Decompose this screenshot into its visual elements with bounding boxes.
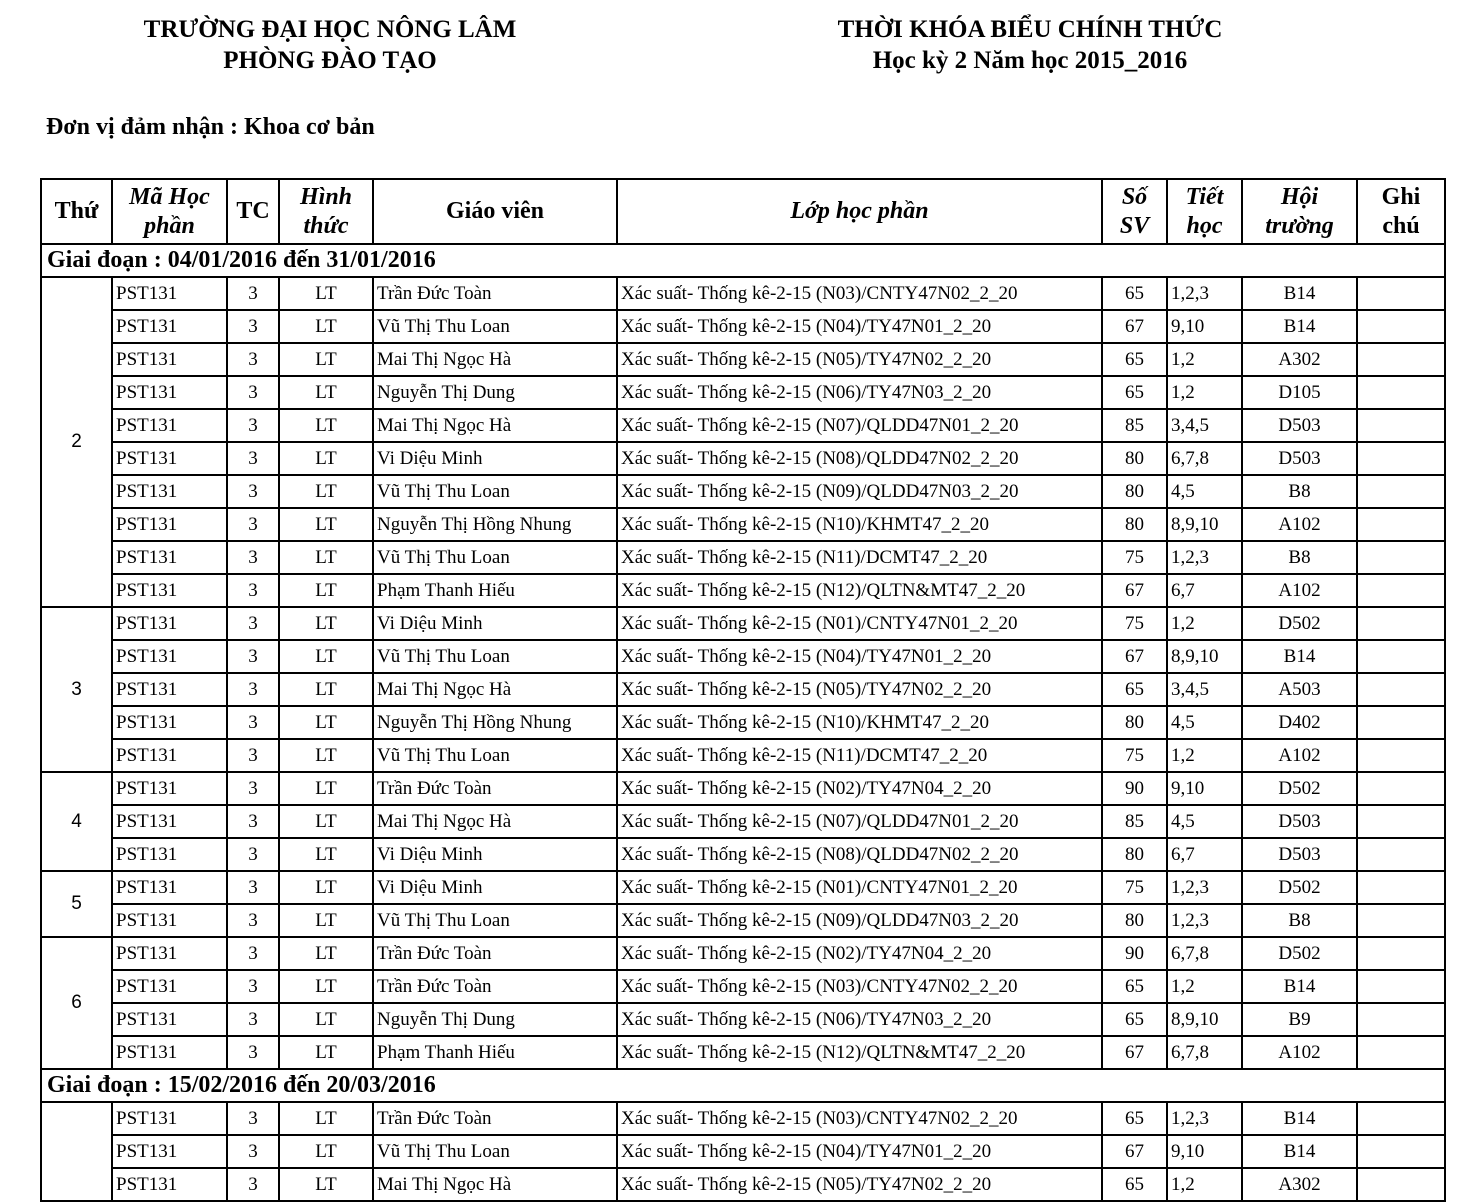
notes-cell [1357, 1135, 1445, 1168]
student-count-cell: 65 [1102, 277, 1167, 310]
teacher-cell: Vũ Thị Thu Loan [373, 310, 617, 343]
credits-cell: 3 [227, 607, 279, 640]
credits-cell: 3 [227, 706, 279, 739]
timetable [40, 178, 1446, 1202]
teacher-cell: Mai Thị Ngọc Hà [373, 1168, 617, 1201]
notes-cell [1357, 904, 1445, 937]
credits-cell: 3 [227, 1168, 279, 1201]
day-cell: 3 [41, 607, 112, 772]
format-cell: LT [279, 1168, 373, 1201]
course-code-cell: PST131 [112, 1102, 227, 1135]
class-section-cell: Xác suất- Thống kê-2-15 (N01)/CNTY47N01_2_20 [617, 871, 1102, 904]
table-row [41, 508, 1445, 541]
format-cell: LT [279, 772, 373, 805]
table-row [41, 739, 1445, 772]
course-code-cell: PST131 [112, 739, 227, 772]
periods-cell: 1,2 [1167, 970, 1242, 1003]
semester-label: Học kỳ 2 Năm học 2015_2016 [872, 47, 1188, 74]
course-code-cell: PST131 [112, 838, 227, 871]
student-count-cell: 67 [1102, 310, 1167, 343]
student-count-cell: 65 [1102, 343, 1167, 376]
day-cell: 4 [41, 772, 112, 871]
notes-cell [1357, 871, 1445, 904]
student-count-cell: 80 [1102, 838, 1167, 871]
periods-cell: 1,2,3 [1167, 871, 1242, 904]
notes-cell [1357, 442, 1445, 475]
course-code-cell: PST131 [112, 805, 227, 838]
periods-cell: 9,10 [1167, 1135, 1242, 1168]
class-section-cell: Xác suất- Thống kê-2-15 (N08)/QLDD47N02_2_20 [617, 442, 1102, 475]
teacher-cell: Vi Diệu Minh [373, 607, 617, 640]
teacher-cell: Mai Thị Ngọc Hà [373, 343, 617, 376]
notes-cell [1357, 706, 1445, 739]
student-count-cell: 65 [1102, 673, 1167, 706]
course-code-cell: PST131 [112, 871, 227, 904]
department-name: PHÒNG ĐÀO TẠO [223, 47, 437, 74]
class-section-cell: Xác suất- Thống kê-2-15 (N04)/TY47N01_2_20 [617, 1135, 1102, 1168]
notes-cell [1357, 970, 1445, 1003]
credits-cell: 3 [227, 1036, 279, 1069]
course-code-cell: PST131 [112, 541, 227, 574]
periods-cell: 6,7,8 [1167, 1036, 1242, 1069]
hall-cell: B14 [1242, 1102, 1357, 1135]
course-code-cell: PST131 [112, 1003, 227, 1036]
table-row [41, 640, 1445, 673]
periods-cell: 1,2 [1167, 1168, 1242, 1201]
course-code-cell: PST131 [112, 508, 227, 541]
teacher-cell: Trần Đức Toàn [373, 1102, 617, 1135]
student-count-cell: 90 [1102, 937, 1167, 970]
table-row [41, 1036, 1445, 1069]
teacher-cell: Vũ Thị Thu Loan [373, 904, 617, 937]
periods-cell: 8,9,10 [1167, 1003, 1242, 1036]
hall-cell: B14 [1242, 970, 1357, 1003]
teacher-cell: Vũ Thị Thu Loan [373, 475, 617, 508]
student-count-cell: 75 [1102, 541, 1167, 574]
table-row [41, 607, 1445, 640]
table-row [41, 673, 1445, 706]
course-code-cell: PST131 [112, 772, 227, 805]
day-cell: 2 [41, 277, 112, 607]
teacher-cell: Vũ Thị Thu Loan [373, 1135, 617, 1168]
table-row [41, 541, 1445, 574]
periods-cell: 1,2 [1167, 343, 1242, 376]
format-cell: LT [279, 376, 373, 409]
hall-cell: A102 [1242, 574, 1357, 607]
teacher-cell: Nguyễn Thị Hồng Nhung [373, 508, 617, 541]
notes-cell [1357, 310, 1445, 343]
schedule-header [770, 14, 1290, 76]
class-section-cell: Xác suất- Thống kê-2-15 (N12)/QLTN&MT47_2_20 [617, 1036, 1102, 1069]
col-periods: Tiết học [1167, 179, 1242, 244]
format-cell: LT [279, 1003, 373, 1036]
credits-cell: 3 [227, 277, 279, 310]
col-course-code: Mã Học phần [112, 179, 227, 244]
teacher-cell: Mai Thị Ngọc Hà [373, 805, 617, 838]
hall-cell: B14 [1242, 310, 1357, 343]
notes-cell [1357, 409, 1445, 442]
notes-cell [1357, 607, 1445, 640]
col-credits: TC [227, 179, 279, 244]
notes-cell [1357, 838, 1445, 871]
schedule-title: THỜI KHÓA BIỂU CHÍNH THỨC [837, 16, 1223, 43]
teacher-cell: Vi Diệu Minh [373, 871, 617, 904]
periods-cell: 1,2 [1167, 376, 1242, 409]
hall-cell: D402 [1242, 706, 1357, 739]
hall-cell: B14 [1242, 277, 1357, 310]
table-row [41, 574, 1445, 607]
class-section-cell: Xác suất- Thống kê-2-15 (N02)/TY47N04_2_20 [617, 772, 1102, 805]
teacher-cell: Vũ Thị Thu Loan [373, 739, 617, 772]
table-row [41, 937, 1445, 970]
course-code-cell: PST131 [112, 1168, 227, 1201]
course-code-cell: PST131 [112, 343, 227, 376]
hall-cell: B14 [1242, 640, 1357, 673]
periods-cell: 1,2,3 [1167, 541, 1242, 574]
credits-cell: 3 [227, 508, 279, 541]
course-code-cell: PST131 [112, 475, 227, 508]
hall-cell: A102 [1242, 739, 1357, 772]
table-row [41, 475, 1445, 508]
credits-cell: 3 [227, 1003, 279, 1036]
credits-cell: 3 [227, 673, 279, 706]
phase-title: Giai đoạn : 15/02/2016 đến 20/03/2016 [41, 1069, 1445, 1102]
format-cell: LT [279, 673, 373, 706]
table-row [41, 1168, 1445, 1201]
student-count-cell: 80 [1102, 442, 1167, 475]
student-count-cell: 90 [1102, 772, 1167, 805]
student-count-cell: 75 [1102, 871, 1167, 904]
student-count-cell: 67 [1102, 574, 1167, 607]
credits-cell: 3 [227, 310, 279, 343]
student-count-cell: 65 [1102, 376, 1167, 409]
class-section-cell: Xác suất- Thống kê-2-15 (N04)/TY47N01_2_20 [617, 640, 1102, 673]
course-code-cell: PST131 [112, 277, 227, 310]
col-notes: Ghi chú [1357, 179, 1445, 244]
course-code-cell: PST131 [112, 1135, 227, 1168]
col-student-count: Số SV [1102, 179, 1167, 244]
credits-cell: 3 [227, 739, 279, 772]
credits-cell: 3 [227, 838, 279, 871]
teacher-cell: Nguyễn Thị Dung [373, 376, 617, 409]
course-code-cell: PST131 [112, 607, 227, 640]
periods-cell: 3,4,5 [1167, 673, 1242, 706]
hall-cell: A302 [1242, 343, 1357, 376]
notes-cell [1357, 376, 1445, 409]
day-cell: 6 [41, 937, 112, 1069]
format-cell: LT [279, 277, 373, 310]
hall-cell: D503 [1242, 838, 1357, 871]
teacher-cell: Mai Thị Ngọc Hà [373, 409, 617, 442]
periods-cell: 8,9,10 [1167, 508, 1242, 541]
student-count-cell: 80 [1102, 706, 1167, 739]
course-code-cell: PST131 [112, 970, 227, 1003]
class-section-cell: Xác suất- Thống kê-2-15 (N06)/TY47N03_2_20 [617, 1003, 1102, 1036]
format-cell: LT [279, 574, 373, 607]
student-count-cell: 75 [1102, 607, 1167, 640]
notes-cell [1357, 508, 1445, 541]
class-section-cell: Xác suất- Thống kê-2-15 (N11)/DCMT47_2_20 [617, 541, 1102, 574]
col-day: Thứ [41, 179, 112, 244]
class-section-cell: Xác suất- Thống kê-2-15 (N10)/KHMT47_2_20 [617, 706, 1102, 739]
periods-cell: 6,7,8 [1167, 442, 1242, 475]
notes-cell [1357, 1168, 1445, 1201]
notes-cell [1357, 772, 1445, 805]
day-cell [41, 1102, 112, 1201]
table-row [41, 1102, 1445, 1135]
teacher-cell: Trần Đức Toàn [373, 772, 617, 805]
format-cell: LT [279, 310, 373, 343]
table-row [41, 838, 1445, 871]
table-row [41, 970, 1445, 1003]
course-code-cell: PST131 [112, 706, 227, 739]
credits-cell: 3 [227, 475, 279, 508]
class-section-cell: Xác suất- Thống kê-2-15 (N05)/TY47N02_2_20 [617, 1168, 1102, 1201]
table-row [41, 1135, 1445, 1168]
student-count-cell: 80 [1102, 904, 1167, 937]
periods-cell: 1,2,3 [1167, 277, 1242, 310]
periods-cell: 1,2,3 [1167, 904, 1242, 937]
hall-cell: B8 [1242, 541, 1357, 574]
notes-cell [1357, 1102, 1445, 1135]
credits-cell: 3 [227, 409, 279, 442]
teacher-cell: Mai Thị Ngọc Hà [373, 673, 617, 706]
credits-cell: 3 [227, 970, 279, 1003]
format-cell: LT [279, 508, 373, 541]
student-count-cell: 65 [1102, 1003, 1167, 1036]
class-section-cell: Xác suất- Thống kê-2-15 (N01)/CNTY47N01_2_20 [617, 607, 1102, 640]
hall-cell: D503 [1242, 442, 1357, 475]
hall-cell: B8 [1242, 475, 1357, 508]
credits-cell: 3 [227, 805, 279, 838]
format-cell: LT [279, 838, 373, 871]
credits-cell: 3 [227, 574, 279, 607]
hall-cell: D502 [1242, 607, 1357, 640]
format-cell: LT [279, 805, 373, 838]
hall-cell: D502 [1242, 772, 1357, 805]
day-cell: 5 [41, 871, 112, 937]
format-cell: LT [279, 442, 373, 475]
hall-cell: D105 [1242, 376, 1357, 409]
periods-cell: 9,10 [1167, 772, 1242, 805]
student-count-cell: 75 [1102, 739, 1167, 772]
course-code-cell: PST131 [112, 310, 227, 343]
col-teacher: Giáo viên [373, 179, 617, 244]
format-cell: LT [279, 937, 373, 970]
format-cell: LT [279, 970, 373, 1003]
student-count-cell: 65 [1102, 970, 1167, 1003]
notes-cell [1357, 475, 1445, 508]
periods-cell: 1,2,3 [1167, 1102, 1242, 1135]
student-count-cell: 80 [1102, 475, 1167, 508]
class-section-cell: Xác suất- Thống kê-2-15 (N09)/QLDD47N03_2_20 [617, 475, 1102, 508]
table-row [41, 805, 1445, 838]
teacher-cell: Vi Diệu Minh [373, 838, 617, 871]
credits-cell: 3 [227, 904, 279, 937]
table-row [41, 310, 1445, 343]
hall-cell: B8 [1242, 904, 1357, 937]
table-row [41, 904, 1445, 937]
credits-cell: 3 [227, 871, 279, 904]
phase-title: Giai đoạn : 04/01/2016 đến 31/01/2016 [41, 244, 1445, 277]
hall-cell: D502 [1242, 937, 1357, 970]
notes-cell [1357, 739, 1445, 772]
teacher-cell: Trần Đức Toàn [373, 970, 617, 1003]
school-name: TRƯỜNG ĐẠI HỌC NÔNG LÂM [143, 16, 517, 43]
notes-cell [1357, 673, 1445, 706]
course-code-cell: PST131 [112, 442, 227, 475]
format-cell: LT [279, 607, 373, 640]
teacher-cell: Trần Đức Toàn [373, 937, 617, 970]
format-cell: LT [279, 871, 373, 904]
class-section-cell: Xác suất- Thống kê-2-15 (N08)/QLDD47N02_2_20 [617, 838, 1102, 871]
teacher-cell: Nguyễn Thị Dung [373, 1003, 617, 1036]
periods-cell: 6,7 [1167, 838, 1242, 871]
table-row [41, 376, 1445, 409]
notes-cell [1357, 640, 1445, 673]
student-count-cell: 65 [1102, 1102, 1167, 1135]
format-cell: LT [279, 409, 373, 442]
periods-cell: 1,2 [1167, 739, 1242, 772]
hall-cell: D503 [1242, 409, 1357, 442]
class-section-cell: Xác suất- Thống kê-2-15 (N03)/CNTY47N02_2_20 [617, 1102, 1102, 1135]
course-code-cell: PST131 [112, 673, 227, 706]
phase-row [41, 1069, 1445, 1102]
course-code-cell: PST131 [112, 409, 227, 442]
format-cell: LT [279, 1135, 373, 1168]
teacher-cell: Vũ Thị Thu Loan [373, 640, 617, 673]
responsible-unit: Đơn vị đảm nhận : Khoa cơ bản [46, 114, 375, 140]
format-cell: LT [279, 706, 373, 739]
hall-cell: D502 [1242, 871, 1357, 904]
format-cell: LT [279, 640, 373, 673]
hall-cell: A302 [1242, 1168, 1357, 1201]
notes-cell [1357, 343, 1445, 376]
teacher-cell: Trần Đức Toàn [373, 277, 617, 310]
credits-cell: 3 [227, 343, 279, 376]
class-section-cell: Xác suất- Thống kê-2-15 (N10)/KHMT47_2_20 [617, 508, 1102, 541]
school-header [40, 14, 620, 76]
format-cell: LT [279, 343, 373, 376]
course-code-cell: PST131 [112, 937, 227, 970]
teacher-cell: Vũ Thị Thu Loan [373, 541, 617, 574]
table-row [41, 871, 1445, 904]
table-row [41, 343, 1445, 376]
class-section-cell: Xác suất- Thống kê-2-15 (N07)/QLDD47N01_2_20 [617, 805, 1102, 838]
hall-cell: B9 [1242, 1003, 1357, 1036]
credits-cell: 3 [227, 1135, 279, 1168]
periods-cell: 4,5 [1167, 706, 1242, 739]
table-row [41, 706, 1445, 739]
student-count-cell: 65 [1102, 1168, 1167, 1201]
class-section-cell: Xác suất- Thống kê-2-15 (N05)/TY47N02_2_20 [617, 673, 1102, 706]
credits-cell: 3 [227, 772, 279, 805]
credits-cell: 3 [227, 541, 279, 574]
class-section-cell: Xác suất- Thống kê-2-15 (N05)/TY47N02_2_20 [617, 343, 1102, 376]
periods-cell: 6,7,8 [1167, 937, 1242, 970]
notes-cell [1357, 1003, 1445, 1036]
credits-cell: 3 [227, 937, 279, 970]
periods-cell: 3,4,5 [1167, 409, 1242, 442]
table-row [41, 442, 1445, 475]
notes-cell [1357, 805, 1445, 838]
course-code-cell: PST131 [112, 574, 227, 607]
student-count-cell: 67 [1102, 1036, 1167, 1069]
teacher-cell: Nguyễn Thị Hồng Nhung [373, 706, 617, 739]
table-row [41, 409, 1445, 442]
periods-cell: 1,2 [1167, 607, 1242, 640]
periods-cell: 4,5 [1167, 805, 1242, 838]
notes-cell [1357, 574, 1445, 607]
student-count-cell: 67 [1102, 1135, 1167, 1168]
teacher-cell: Phạm Thanh Hiếu [373, 574, 617, 607]
table-row [41, 772, 1445, 805]
header-row [41, 179, 1445, 244]
class-section-cell: Xác suất- Thống kê-2-15 (N02)/TY47N04_2_20 [617, 937, 1102, 970]
credits-cell: 3 [227, 376, 279, 409]
credits-cell: 3 [227, 1102, 279, 1135]
class-section-cell: Xác suất- Thống kê-2-15 (N03)/CNTY47N02_2_20 [617, 277, 1102, 310]
col-hall: Hội trường [1242, 179, 1357, 244]
student-count-cell: 80 [1102, 508, 1167, 541]
student-count-cell: 85 [1102, 805, 1167, 838]
col-format: Hình thức [279, 179, 373, 244]
teacher-cell: Vi Diệu Minh [373, 442, 617, 475]
notes-cell [1357, 937, 1445, 970]
class-section-cell: Xác suất- Thống kê-2-15 (N09)/QLDD47N03_2_20 [617, 904, 1102, 937]
course-code-cell: PST131 [112, 904, 227, 937]
hall-cell: D503 [1242, 805, 1357, 838]
format-cell: LT [279, 739, 373, 772]
course-code-cell: PST131 [112, 376, 227, 409]
notes-cell [1357, 1036, 1445, 1069]
periods-cell: 8,9,10 [1167, 640, 1242, 673]
credits-cell: 3 [227, 442, 279, 475]
class-section-cell: Xác suất- Thống kê-2-15 (N03)/CNTY47N02_2_20 [617, 970, 1102, 1003]
format-cell: LT [279, 1102, 373, 1135]
class-section-cell: Xác suất- Thống kê-2-15 (N11)/DCMT47_2_20 [617, 739, 1102, 772]
phase-row [41, 244, 1445, 277]
hall-cell: B14 [1242, 1135, 1357, 1168]
table-row [41, 1003, 1445, 1036]
hall-cell: A102 [1242, 508, 1357, 541]
format-cell: LT [279, 904, 373, 937]
class-section-cell: Xác suất- Thống kê-2-15 (N04)/TY47N01_2_20 [617, 310, 1102, 343]
format-cell: LT [279, 475, 373, 508]
hall-cell: A503 [1242, 673, 1357, 706]
class-section-cell: Xác suất- Thống kê-2-15 (N12)/QLTN&MT47_2_20 [617, 574, 1102, 607]
format-cell: LT [279, 541, 373, 574]
class-section-cell: Xác suất- Thống kê-2-15 (N07)/QLDD47N01_2_20 [617, 409, 1102, 442]
class-section-cell: Xác suất- Thống kê-2-15 (N06)/TY47N03_2_20 [617, 376, 1102, 409]
notes-cell [1357, 541, 1445, 574]
format-cell: LT [279, 1036, 373, 1069]
periods-cell: 9,10 [1167, 310, 1242, 343]
hall-cell: A102 [1242, 1036, 1357, 1069]
student-count-cell: 67 [1102, 640, 1167, 673]
course-code-cell: PST131 [112, 640, 227, 673]
course-code-cell: PST131 [112, 1036, 227, 1069]
student-count-cell: 85 [1102, 409, 1167, 442]
table-row [41, 277, 1445, 310]
col-class-section: Lớp học phần [617, 179, 1102, 244]
credits-cell: 3 [227, 640, 279, 673]
notes-cell [1357, 277, 1445, 310]
teacher-cell: Phạm Thanh Hiếu [373, 1036, 617, 1069]
periods-cell: 6,7 [1167, 574, 1242, 607]
periods-cell: 4,5 [1167, 475, 1242, 508]
